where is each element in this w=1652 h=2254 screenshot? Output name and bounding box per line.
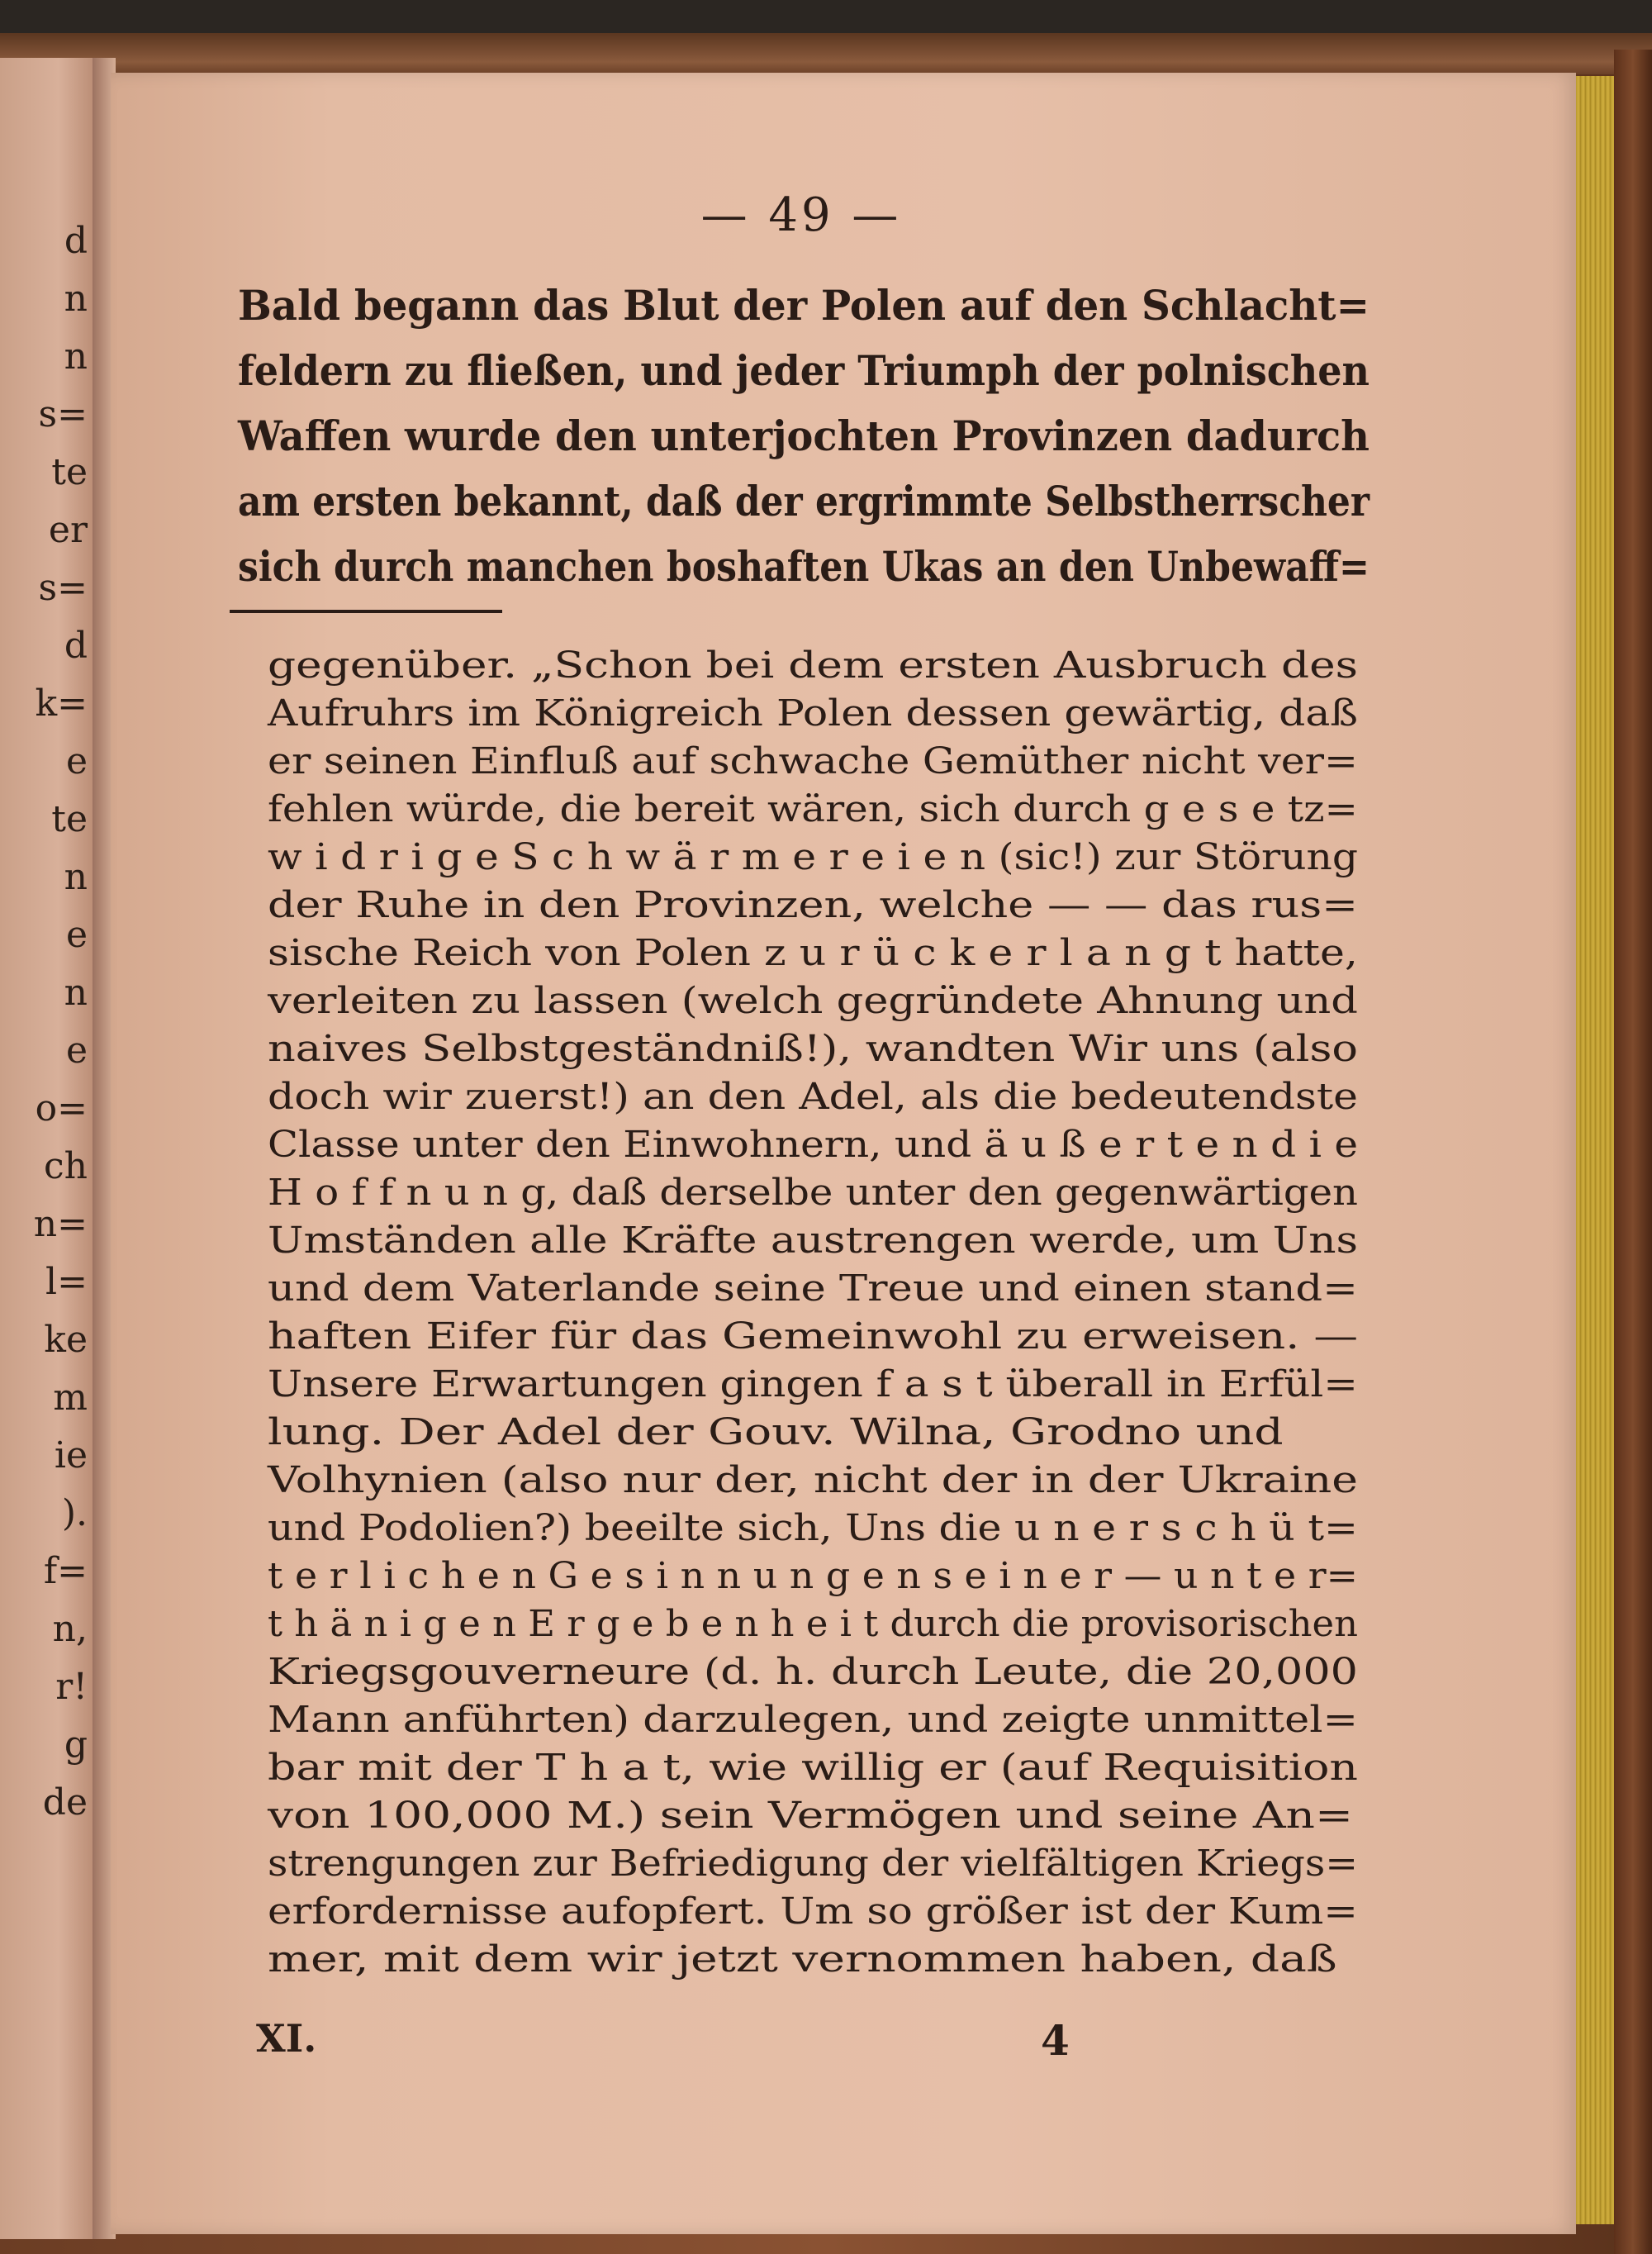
quote-text-line: haften Eifer für das Gemeinwohl zu erweisen. — <box>268 1315 1358 1358</box>
left-page-fragment: g <box>64 1724 88 1766</box>
quote-text-line: t e r l i c h e n G e s i n n u n g e n s e i n e r — u n t e r= <box>268 1555 1359 1597</box>
quote-text-line: Kriegsgouverneure (d. h. durch Leute, die 20,000 <box>268 1651 1358 1693</box>
quote-text-line: verleiten zu lassen (welch gegründete Ahnung und <box>268 980 1358 1022</box>
main-text-line: am ersten bekannt, daß der ergrimmte Selbstherrscher <box>238 477 1370 525</box>
left-page-fragment: de <box>42 1781 88 1824</box>
quote-text-line: und Podolien?) beeilte sich, Uns die u n e r s c h ü t= <box>268 1507 1358 1549</box>
quote-text-line: naives Selbstgeständniß!), wandten Wir uns (also <box>268 1028 1358 1070</box>
sheet-number: 4 <box>1041 2016 1070 2065</box>
quote-text-line: erfordernisse aufopfert. Um so größer ist der Kum= <box>268 1890 1358 1933</box>
left-page-fragment: er <box>48 509 88 551</box>
left-page-fragment: n <box>64 972 88 1014</box>
left-page-fragment: te <box>51 798 88 840</box>
left-page-fragment: l= <box>45 1261 88 1303</box>
quote-text-line: Classe unter den Einwohnern, und ä u ß e r t e n d i e <box>268 1124 1358 1166</box>
quote-text-line: Volhynien (also nur der, nicht der in der Ukraine <box>268 1459 1358 1501</box>
quote-text-line: der Ruhe in den Provinzen, welche — — das rus= <box>268 884 1358 926</box>
quote-text-line: Umständen alle Kräfte austrengen werde, um Uns <box>268 1220 1358 1262</box>
left-page-fragment: k= <box>35 682 88 725</box>
left-page-fragment: s= <box>38 567 88 609</box>
main-text-line: feldern zu fließen, und jeder Triumph der polnischen <box>238 346 1370 395</box>
left-page-fragment: r! <box>55 1666 88 1708</box>
left-page-fragment: ch <box>44 1145 88 1187</box>
quote-text-line: fehlen würde, die bereit wären, sich durch g e s e tz= <box>268 788 1358 830</box>
left-page-fragment: ). <box>61 1492 88 1534</box>
left-page-fragment: o= <box>35 1087 88 1129</box>
left-page-fragment: n= <box>33 1203 88 1245</box>
left-page-fragment: f= <box>43 1550 88 1592</box>
quote-text-line: bar mit der T h a t, wie willig er (auf Requisition <box>268 1747 1358 1789</box>
quote-text-line: H o f f n u n g, daß derselbe unter den gegenwärtigen <box>268 1172 1358 1214</box>
main-text-line: Bald begann das Blut der Polen auf den Schlacht= <box>238 281 1370 330</box>
quote-text-line: er seinen Einfluß auf schwache Gemüther nicht ver= <box>268 740 1358 782</box>
left-page-fragment: n, <box>52 1608 88 1650</box>
quote-text-line: strengungen zur Befriedigung der vielfältigen Kriegs= <box>268 1843 1358 1885</box>
left-page-fragment: s= <box>38 393 88 435</box>
left-page-fragment: ke <box>44 1319 88 1361</box>
left-page-fragment: d <box>64 625 88 667</box>
quote-text-line: w i d r i g e S c h w ä r m e r e i e n (sic!) zur Störung <box>268 836 1358 878</box>
quote-text-line: mer, mit dem wir jetzt vernommen haben, daß <box>268 1938 1337 1981</box>
left-page-fragment: e <box>65 740 88 782</box>
left-page-fragment: n <box>64 278 88 320</box>
quote-text-line: gegenüber. „Schon bei dem ersten Ausbruch des <box>268 644 1358 687</box>
main-text-line: Waffen wurde den unterjochten Provinzen dadurch <box>238 411 1370 460</box>
quote-text-line: Aufruhrs im Königreich Polen dessen gewärtig, daß <box>268 692 1358 735</box>
quote-text-line: t h ä n i g e n E r g e b e n h e i t durch die provisorischen <box>268 1603 1358 1645</box>
left-page-fragment: te <box>51 451 88 493</box>
left-page-fragment: m <box>53 1377 88 1419</box>
quote-text-line: und dem Vaterlande seine Treue und einen stand= <box>268 1267 1358 1310</box>
quote-text-line: sische Reich von Polen z u r ü c k e r l a n g t hatte, <box>268 932 1358 974</box>
left-page-fragment: ie <box>54 1434 88 1477</box>
left-page-fragment: n <box>64 335 88 378</box>
sheet-signature: XI. <box>256 2016 317 2061</box>
main-text-line: sich durch manchen boshaften Ukas an den Unbewaff= <box>238 542 1370 591</box>
quote-text-line: von 100,000 M.) sein Vermögen und seine An= <box>268 1795 1354 1837</box>
footnote-rule <box>230 610 502 613</box>
page-number: — 49 — <box>700 188 902 242</box>
left-page-fragment: e <box>65 1030 88 1072</box>
quote-text-line: lung. Der Adel der Gouv. Wilna, Grodno und <box>268 1411 1284 1453</box>
left-page-fragment: n <box>64 856 88 898</box>
quote-text-line: Mann anführten) darzulegen, und zeigte unmittel= <box>268 1699 1358 1741</box>
left-page-fragment: e <box>65 914 88 956</box>
quote-text-line: Unsere Erwartungen gingen f a s t überall in Erfül= <box>268 1363 1358 1405</box>
left-page-fragment: d <box>64 220 88 262</box>
quote-text-line: doch wir zuerst!) an den Adel, als die bedeutendste <box>268 1076 1358 1118</box>
